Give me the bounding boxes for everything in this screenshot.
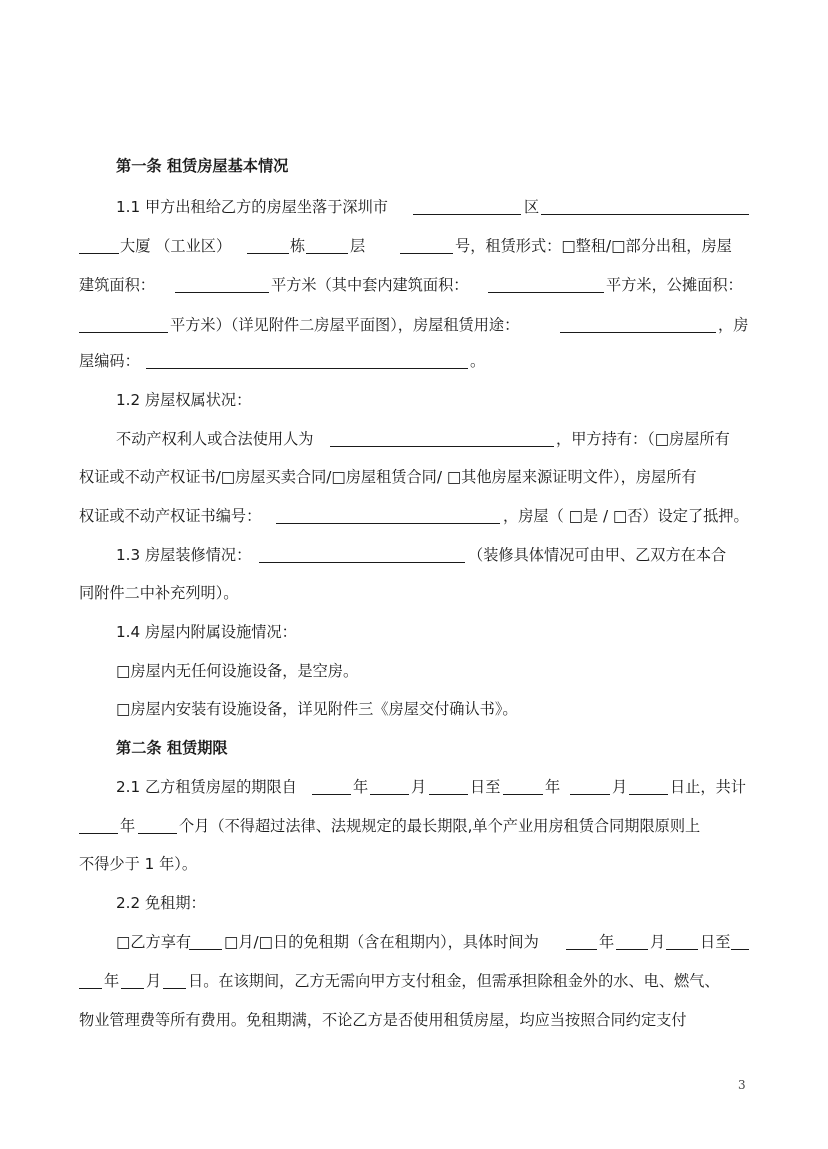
text-run: 日至 <box>700 933 731 951</box>
paragraph-line <box>0 811 828 841</box>
text-run: 个月（不得超过法律、法规规定的最长期限,单个产业用房租赁合同期限原则上 <box>179 817 701 835</box>
blank-floor[interactable] <box>306 253 348 254</box>
text-run: 大厦 （工业区） <box>120 237 232 255</box>
text-run: 日至 <box>470 778 501 796</box>
paragraph-line <box>0 617 828 647</box>
blank-house-code[interactable] <box>146 368 468 369</box>
blank-district[interactable] <box>413 214 521 215</box>
blank-free-end-month[interactable] <box>121 988 144 989</box>
blank-free-days[interactable] <box>189 949 222 950</box>
blank-start-day[interactable] <box>429 794 468 795</box>
text-run: 权证或不动产权证书编号： <box>79 507 262 525</box>
text-run: 栋 <box>290 237 306 255</box>
blank-building-area[interactable] <box>175 292 269 293</box>
text-run: （装修具体情况可由甲、乙双方在本合 <box>468 546 727 564</box>
section-heading-2 <box>0 733 828 763</box>
text-run: 月 <box>612 778 628 796</box>
text-run: 日止，共计 <box>670 778 746 796</box>
page-number: 3 <box>738 1078 746 1092</box>
blank-usage[interactable] <box>560 332 716 333</box>
blank-free-end-year-a[interactable] <box>731 949 749 950</box>
text-run: □房屋内安装有设施设备，详见附件三《房屋交付确认书》。 <box>116 700 518 718</box>
text-run: 1.1 甲方出租给乙方的房屋坐落于深圳市 <box>116 198 388 216</box>
text-run: 。 <box>470 352 486 370</box>
text-run: 不动产权利人或合法使用人为 <box>116 430 314 448</box>
blank-free-end-year-b[interactable] <box>79 988 102 989</box>
section-heading-text: 第一条 租赁房屋基本情况 <box>116 157 289 175</box>
blank-total-months[interactable] <box>138 833 177 834</box>
paragraph-line <box>0 849 828 879</box>
text-run: 号，租赁形式：□整租/□部分出租，房屋 <box>455 237 732 255</box>
blank-building[interactable] <box>79 253 119 254</box>
text-run: 平方米（其中套内建筑面积： <box>271 276 469 294</box>
text-run: 年 <box>599 933 615 951</box>
text-run: □月/□日的免租期（含在租期内），具体时间为 <box>224 933 539 951</box>
paragraph-line <box>0 656 828 686</box>
paragraph-line <box>0 270 828 300</box>
blank-free-start-year[interactable] <box>566 949 597 950</box>
text-run: 同附件二中补充列明）。 <box>79 584 239 602</box>
text-run: 物业管理费等所有费用。免租期满，不论乙方是否使用租赁房屋，均应当按照合同约定支付 <box>79 1011 687 1029</box>
text-run: 权证或不动产权证书/□房屋买卖合同/□房屋租赁合同/ □其他房屋来源证明文件），房屋所有 <box>79 468 697 486</box>
paragraph-line <box>0 694 828 724</box>
paragraph-line <box>0 462 828 492</box>
text-run: 1.3 房屋装修情况： <box>116 546 252 564</box>
paragraph-line <box>0 772 828 802</box>
paragraph-line <box>0 540 828 570</box>
paragraph-line <box>0 966 828 996</box>
text-run: 建筑面积： <box>79 276 155 294</box>
text-run: 区 <box>524 198 540 216</box>
blank-end-year[interactable] <box>503 794 543 795</box>
paragraph-line <box>0 578 828 608</box>
text-run: 平方米，公摊面积： <box>606 276 743 294</box>
paragraph-line <box>0 310 828 340</box>
blank-shared-area[interactable] <box>79 332 168 333</box>
paragraph-line <box>0 346 828 376</box>
text-run: ，甲方持有：（□房屋所有 <box>556 430 730 448</box>
text-run: 月 <box>411 778 427 796</box>
blank-start-month[interactable] <box>370 794 409 795</box>
text-run: ，房 <box>718 316 749 334</box>
text-run: 年 <box>104 972 120 990</box>
blank-inner-area[interactable] <box>488 292 604 293</box>
blank-certificate-number[interactable] <box>276 523 500 524</box>
text-run: 年 <box>545 778 561 796</box>
blank-free-start-month[interactable] <box>616 949 648 950</box>
text-run: 1.2 房屋权属状况： <box>116 391 252 409</box>
blank-end-day[interactable] <box>629 794 668 795</box>
blank-owner[interactable] <box>330 446 554 447</box>
text-run: 月 <box>650 933 666 951</box>
text-run: 日。在该期间，乙方无需向甲方支付租金，但需承担除租金外的水、电、燃气、 <box>188 972 720 990</box>
paragraph-line <box>0 1005 828 1035</box>
blank-room-number[interactable] <box>400 253 453 254</box>
blank-end-month[interactable] <box>570 794 610 795</box>
section-heading-1 <box>0 151 828 181</box>
section-heading-text: 第二条 租赁期限 <box>116 739 228 757</box>
text-run: 层 <box>350 237 366 255</box>
blank-free-start-day[interactable] <box>666 949 698 950</box>
text-run: 不得少于 1 年）。 <box>79 855 198 873</box>
text-run: 2.1 乙方租赁房屋的期限自 <box>116 778 297 796</box>
text-run: 年 <box>120 817 136 835</box>
paragraph-line <box>0 192 828 222</box>
text-run: 2.2 免租期： <box>116 894 206 912</box>
text-run: 屋编码： <box>79 352 140 370</box>
blank-address[interactable] <box>541 214 749 215</box>
text-run: 月 <box>146 972 162 990</box>
blank-free-end-day[interactable] <box>163 988 186 989</box>
text-run: ，房屋（ □是 / □否）设定了抵押。 <box>503 507 749 525</box>
blank-total-years[interactable] <box>79 833 118 834</box>
paragraph-line <box>0 231 828 261</box>
paragraph-line <box>0 888 828 918</box>
paragraph-line <box>0 424 828 454</box>
blank-start-year[interactable] <box>312 794 351 795</box>
text-run: 1.4 房屋内附属设施情况： <box>116 623 297 641</box>
paragraph-line <box>0 927 828 957</box>
text-run: □乙方享有 <box>116 933 192 951</box>
blank-block[interactable] <box>247 253 289 254</box>
text-run: 平方米）（详见附件二房屋平面图），房屋租赁用途： <box>170 316 520 334</box>
text-run: □房屋内无任何设施设备，是空房。 <box>116 662 359 680</box>
paragraph-line <box>0 385 828 415</box>
paragraph-line <box>0 501 828 531</box>
blank-decoration[interactable] <box>259 562 465 563</box>
text-run: 年 <box>353 778 369 796</box>
